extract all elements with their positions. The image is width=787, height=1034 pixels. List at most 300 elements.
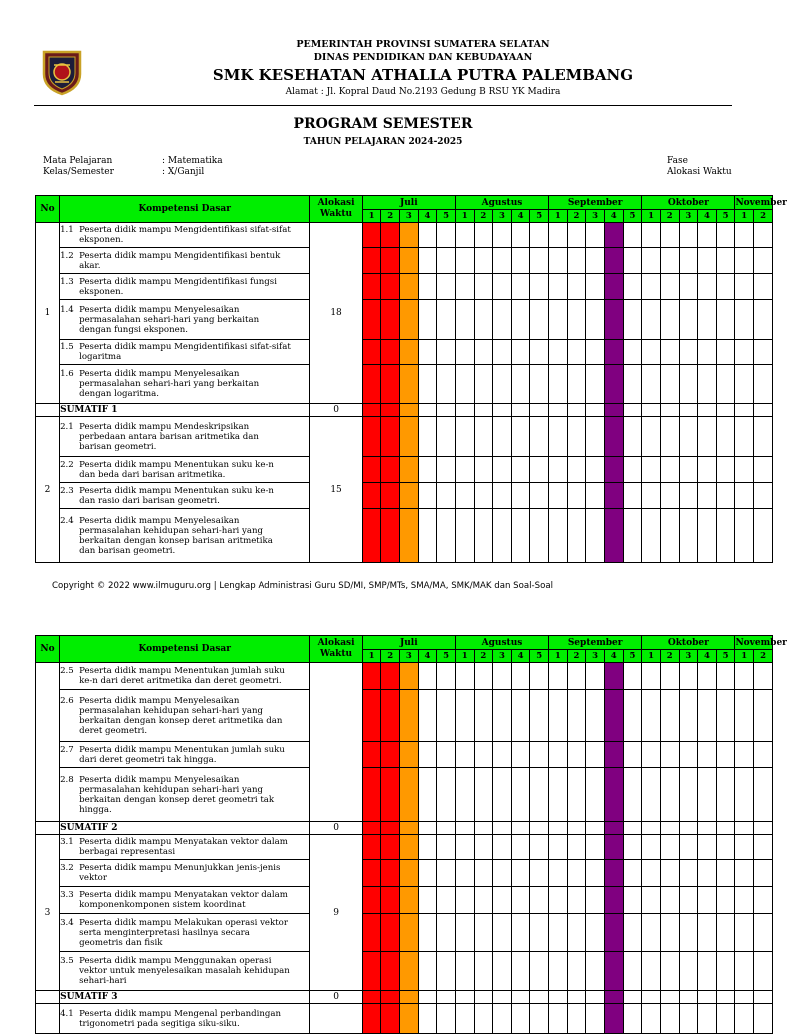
week-cell bbox=[604, 887, 623, 914]
week-cell bbox=[381, 835, 400, 860]
schedule-table bbox=[35, 195, 787, 563]
time-allocation: 15 bbox=[310, 417, 362, 563]
week-cell bbox=[511, 860, 530, 887]
week-cell bbox=[604, 509, 623, 563]
week-cell bbox=[437, 417, 456, 457]
week-cell bbox=[567, 248, 586, 274]
week-header: 1 bbox=[549, 210, 568, 223]
week-cell bbox=[716, 887, 735, 914]
week-cell bbox=[586, 952, 605, 991]
alokasi-line2: Waktu bbox=[320, 649, 353, 659]
week-cell bbox=[604, 340, 623, 365]
week-cell bbox=[362, 1004, 381, 1034]
week-cell bbox=[660, 991, 679, 1004]
week-cell bbox=[567, 952, 586, 991]
week-cell bbox=[623, 991, 642, 1004]
week-cell bbox=[530, 300, 549, 340]
school-emblem-icon bbox=[38, 48, 86, 96]
week-cell bbox=[549, 509, 568, 563]
row-number: 2 bbox=[36, 417, 60, 563]
week-cell bbox=[381, 483, 400, 509]
week-cell bbox=[549, 742, 568, 768]
week-cell bbox=[660, 822, 679, 835]
week-cell bbox=[604, 690, 623, 742]
week-cell bbox=[381, 417, 400, 457]
week-cell bbox=[493, 274, 512, 300]
week-cell bbox=[474, 887, 493, 914]
week-cell bbox=[754, 417, 773, 457]
page-subtitle: TAHUN PELAJARAN 2024-2025 bbox=[303, 137, 463, 147]
week-cell bbox=[567, 274, 586, 300]
alokasi-line1: Alokasi bbox=[317, 198, 355, 208]
table-row bbox=[36, 483, 773, 509]
competency-number: 2.1 bbox=[60, 421, 74, 432]
week-cell bbox=[362, 835, 381, 860]
week-cell bbox=[567, 483, 586, 509]
week-cell bbox=[418, 483, 437, 509]
week-cell bbox=[604, 365, 623, 404]
week-cell bbox=[754, 300, 773, 340]
week-cell bbox=[530, 483, 549, 509]
week-cell bbox=[604, 1004, 623, 1034]
week-cell bbox=[754, 914, 773, 952]
table-row bbox=[36, 365, 773, 404]
week-cell bbox=[493, 914, 512, 952]
week-cell bbox=[586, 340, 605, 365]
week-cell bbox=[642, 509, 661, 563]
table-row bbox=[36, 914, 773, 952]
week-cell bbox=[679, 223, 698, 248]
week-cell bbox=[474, 223, 493, 248]
week-cell bbox=[549, 417, 568, 457]
week-cell bbox=[511, 509, 530, 563]
week-cell bbox=[530, 742, 549, 768]
week-cell bbox=[567, 768, 586, 822]
week-cell bbox=[455, 300, 474, 340]
week-cell bbox=[399, 742, 418, 768]
week-cell bbox=[437, 223, 456, 248]
time-allocation bbox=[310, 1004, 362, 1034]
week-cell bbox=[474, 483, 493, 509]
table-row bbox=[36, 742, 773, 768]
week-cell bbox=[381, 991, 400, 1004]
competency-cell bbox=[60, 223, 310, 248]
week-cell bbox=[549, 300, 568, 340]
week-header: 1 bbox=[735, 210, 754, 223]
week-cell bbox=[586, 768, 605, 822]
week-cell bbox=[418, 340, 437, 365]
meta-labels bbox=[43, 156, 114, 178]
week-header: 3 bbox=[493, 210, 512, 223]
table-row bbox=[36, 768, 773, 822]
week-cell bbox=[493, 457, 512, 483]
time-allocation bbox=[310, 663, 362, 822]
week-header: 3 bbox=[586, 650, 605, 663]
week-cell bbox=[474, 835, 493, 860]
week-cell bbox=[530, 404, 549, 417]
week-header: 1 bbox=[735, 650, 754, 663]
time-allocation: 18 bbox=[310, 223, 362, 404]
week-cell bbox=[679, 768, 698, 822]
month-header: September bbox=[549, 636, 642, 650]
competency-text: Peserta didik mampu Menentukan suku ke-n dan beda dari barisan aritmetika. bbox=[79, 459, 274, 480]
week-cell bbox=[399, 690, 418, 742]
competency-cell bbox=[60, 300, 310, 340]
competency-text: Peserta didik mampu Menyelesaikan permasalahan kehidupan sehari-hari yang berkaitan dengan konsep deret geometri tak hingga. bbox=[79, 774, 275, 815]
week-cell bbox=[362, 340, 381, 365]
week-cell bbox=[362, 417, 381, 457]
week-cell bbox=[549, 860, 568, 887]
week-cell bbox=[455, 223, 474, 248]
week-cell bbox=[549, 248, 568, 274]
week-cell bbox=[679, 509, 698, 563]
week-cell bbox=[381, 952, 400, 991]
week-cell bbox=[623, 822, 642, 835]
week-cell bbox=[493, 768, 512, 822]
week-cell bbox=[567, 300, 586, 340]
competency-number: 2.7 bbox=[60, 744, 74, 755]
week-cell bbox=[530, 509, 549, 563]
week-cell bbox=[586, 483, 605, 509]
week-cell bbox=[642, 1004, 661, 1034]
week-cell bbox=[586, 300, 605, 340]
table-row bbox=[36, 248, 773, 274]
week-cell bbox=[623, 742, 642, 768]
week-cell bbox=[716, 365, 735, 404]
competency-number: 2.5 bbox=[60, 666, 74, 676]
week-cell bbox=[698, 509, 717, 563]
week-cell bbox=[586, 914, 605, 952]
week-cell bbox=[586, 663, 605, 690]
week-cell bbox=[474, 1004, 493, 1034]
competency-text: Peserta didik mampu Melakukan operasi vektor serta menginterpretasi hasilnya secara geometris dan fisik bbox=[79, 917, 288, 948]
week-cell bbox=[437, 509, 456, 563]
week-header: 5 bbox=[623, 650, 642, 663]
week-cell bbox=[549, 690, 568, 742]
week-cell bbox=[642, 860, 661, 887]
week-cell bbox=[437, 274, 456, 300]
col-header-no: No bbox=[36, 636, 60, 663]
table-row bbox=[36, 1004, 773, 1034]
week-cell bbox=[511, 742, 530, 768]
week-cell bbox=[586, 742, 605, 768]
week-header: 2 bbox=[381, 650, 400, 663]
competency-text: Peserta didik mampu Menyelesaikan permasalahan kehidupan sehari-hari yang berkaitan dengan konsep barisan aritmetika dan barisan geometri. bbox=[79, 515, 273, 556]
week-cell bbox=[679, 742, 698, 768]
week-cell bbox=[493, 509, 512, 563]
week-cell bbox=[660, 860, 679, 887]
week-header: 2 bbox=[474, 650, 493, 663]
competency-number: 1.4 bbox=[60, 304, 74, 315]
week-cell bbox=[530, 340, 549, 365]
competency-number: 2.6 bbox=[60, 695, 74, 706]
week-cell bbox=[530, 991, 549, 1004]
week-cell bbox=[642, 248, 661, 274]
week-cell bbox=[586, 417, 605, 457]
week-cell bbox=[698, 690, 717, 742]
week-cell bbox=[679, 835, 698, 860]
week-cell bbox=[754, 340, 773, 365]
week-header: 3 bbox=[586, 210, 605, 223]
week-cell bbox=[362, 663, 381, 690]
col-header-no: No bbox=[36, 196, 60, 223]
week-cell bbox=[530, 365, 549, 404]
competency-text: Peserta didik mampu Menggunakan operasi vektor untuk menyelesaikan masalah kehidupan sehari-hari bbox=[79, 956, 290, 986]
week-header: 2 bbox=[660, 650, 679, 663]
week-cell bbox=[362, 300, 381, 340]
row-number bbox=[36, 663, 60, 822]
week-cell bbox=[660, 952, 679, 991]
week-cell bbox=[567, 991, 586, 1004]
competency-number: 1.1 bbox=[60, 225, 74, 235]
competency-cell bbox=[60, 663, 310, 690]
week-cell bbox=[530, 952, 549, 991]
week-cell bbox=[530, 223, 549, 248]
week-cell bbox=[474, 365, 493, 404]
week-cell bbox=[530, 768, 549, 822]
week-cell bbox=[735, 768, 754, 822]
week-cell bbox=[754, 822, 773, 835]
week-cell bbox=[474, 991, 493, 1004]
week-cell bbox=[586, 690, 605, 742]
table-row bbox=[36, 509, 773, 563]
week-cell bbox=[642, 887, 661, 914]
week-header: 3 bbox=[679, 210, 698, 223]
week-cell bbox=[549, 457, 568, 483]
competency-number: 3.2 bbox=[60, 863, 74, 873]
table-row bbox=[36, 457, 773, 483]
week-cell bbox=[493, 835, 512, 860]
week-cell bbox=[716, 860, 735, 887]
week-cell bbox=[381, 340, 400, 365]
week-cell bbox=[399, 404, 418, 417]
competency-number: 2.8 bbox=[60, 774, 74, 785]
week-cell bbox=[754, 952, 773, 991]
month-header: Oktober bbox=[642, 196, 735, 210]
table-row bbox=[36, 340, 773, 365]
week-cell bbox=[399, 300, 418, 340]
week-cell bbox=[698, 274, 717, 300]
competency-cell bbox=[60, 340, 310, 365]
week-cell bbox=[716, 223, 735, 248]
week-cell bbox=[660, 1004, 679, 1034]
week-cell bbox=[586, 248, 605, 274]
week-cell bbox=[698, 822, 717, 835]
week-cell bbox=[455, 248, 474, 274]
table-row bbox=[36, 300, 773, 340]
week-cell bbox=[754, 690, 773, 742]
competency-number: 3.4 bbox=[60, 917, 74, 928]
week-header: 4 bbox=[604, 210, 623, 223]
week-cell bbox=[399, 509, 418, 563]
week-cell bbox=[604, 417, 623, 457]
week-cell bbox=[623, 952, 642, 991]
week-cell bbox=[437, 991, 456, 1004]
week-cell bbox=[586, 860, 605, 887]
week-cell bbox=[604, 952, 623, 991]
schedule-table bbox=[35, 635, 787, 1034]
week-cell bbox=[399, 274, 418, 300]
week-cell bbox=[437, 1004, 456, 1034]
week-cell bbox=[511, 248, 530, 274]
week-cell bbox=[660, 690, 679, 742]
week-cell bbox=[735, 365, 754, 404]
week-cell bbox=[623, 457, 642, 483]
week-cell bbox=[493, 887, 512, 914]
sumatif-alokasi: 0 bbox=[310, 404, 362, 417]
week-cell bbox=[716, 417, 735, 457]
week-cell bbox=[399, 952, 418, 991]
week-cell bbox=[567, 404, 586, 417]
week-cell bbox=[716, 300, 735, 340]
week-cell bbox=[567, 1004, 586, 1034]
col-header-alokasi bbox=[310, 196, 362, 223]
week-cell bbox=[437, 300, 456, 340]
competency-text: Peserta didik mampu Menentukan jumlah suku ke-n dari deret aritmetika dan deret geometri. bbox=[79, 666, 285, 686]
week-cell bbox=[418, 742, 437, 768]
week-cell bbox=[362, 952, 381, 991]
sumatif-row bbox=[36, 991, 773, 1004]
week-cell bbox=[642, 417, 661, 457]
week-cell bbox=[754, 860, 773, 887]
week-cell bbox=[381, 887, 400, 914]
week-cell bbox=[623, 483, 642, 509]
week-cell bbox=[716, 404, 735, 417]
month-header: September bbox=[549, 196, 642, 210]
week-cell bbox=[660, 457, 679, 483]
week-header: 3 bbox=[399, 210, 418, 223]
week-cell bbox=[418, 404, 437, 417]
week-cell bbox=[381, 274, 400, 300]
week-cell bbox=[455, 509, 474, 563]
week-cell bbox=[474, 742, 493, 768]
week-cell bbox=[698, 768, 717, 822]
week-cell bbox=[511, 483, 530, 509]
week-cell bbox=[381, 300, 400, 340]
week-cell bbox=[567, 742, 586, 768]
week-cell bbox=[642, 690, 661, 742]
table-row bbox=[36, 835, 773, 860]
week-cell bbox=[549, 274, 568, 300]
week-cell bbox=[567, 663, 586, 690]
week-cell bbox=[549, 223, 568, 248]
week-cell bbox=[735, 991, 754, 1004]
week-cell bbox=[399, 365, 418, 404]
week-cell bbox=[567, 340, 586, 365]
week-cell bbox=[493, 822, 512, 835]
week-cell bbox=[604, 663, 623, 690]
week-cell bbox=[474, 457, 493, 483]
sumatif-alokasi: 0 bbox=[310, 822, 362, 835]
week-cell bbox=[716, 835, 735, 860]
row-number bbox=[36, 1004, 60, 1034]
week-cell bbox=[604, 274, 623, 300]
week-cell bbox=[455, 483, 474, 509]
week-cell bbox=[754, 404, 773, 417]
competency-cell bbox=[60, 457, 310, 483]
week-cell bbox=[623, 417, 642, 457]
week-cell bbox=[455, 887, 474, 914]
month-header: Agustus bbox=[455, 196, 548, 210]
week-header: 5 bbox=[623, 210, 642, 223]
week-cell bbox=[586, 991, 605, 1004]
table-row bbox=[36, 690, 773, 742]
sumatif-label: SUMATIF 1 bbox=[60, 404, 310, 417]
week-cell bbox=[530, 248, 549, 274]
week-header: 1 bbox=[642, 650, 661, 663]
week-cell bbox=[437, 404, 456, 417]
week-cell bbox=[455, 417, 474, 457]
week-cell bbox=[567, 860, 586, 887]
week-cell bbox=[698, 248, 717, 274]
week-cell bbox=[735, 690, 754, 742]
competency-number: 1.6 bbox=[60, 369, 74, 379]
week-cell bbox=[735, 509, 754, 563]
week-cell bbox=[716, 663, 735, 690]
week-cell bbox=[549, 887, 568, 914]
week-cell bbox=[698, 1004, 717, 1034]
week-cell bbox=[399, 991, 418, 1004]
week-cell bbox=[642, 914, 661, 952]
week-cell bbox=[493, 340, 512, 365]
week-cell bbox=[418, 768, 437, 822]
week-cell bbox=[735, 340, 754, 365]
competency-cell bbox=[60, 860, 310, 887]
week-cell bbox=[642, 663, 661, 690]
week-cell bbox=[623, 860, 642, 887]
week-cell bbox=[381, 365, 400, 404]
week-cell bbox=[679, 300, 698, 340]
week-header: 1 bbox=[455, 650, 474, 663]
competency-number: 4.1 bbox=[60, 1008, 74, 1019]
week-cell bbox=[474, 404, 493, 417]
competency-cell bbox=[60, 1004, 310, 1034]
week-cell bbox=[679, 457, 698, 483]
week-cell bbox=[642, 274, 661, 300]
week-cell bbox=[679, 887, 698, 914]
week-cell bbox=[586, 887, 605, 914]
week-cell bbox=[362, 274, 381, 300]
week-cell bbox=[698, 742, 717, 768]
week-cell bbox=[474, 768, 493, 822]
week-cell bbox=[604, 991, 623, 1004]
week-cell bbox=[735, 835, 754, 860]
competency-number: 1.3 bbox=[60, 276, 74, 287]
week-cell bbox=[679, 248, 698, 274]
competency-text: Peserta didik mampu Menentukan suku ke-n dan rasio dari barisan geometri. bbox=[79, 485, 274, 506]
week-cell bbox=[623, 248, 642, 274]
week-cell bbox=[754, 663, 773, 690]
week-cell bbox=[604, 914, 623, 952]
week-cell bbox=[381, 223, 400, 248]
week-cell bbox=[511, 457, 530, 483]
week-cell bbox=[362, 457, 381, 483]
week-cell bbox=[399, 248, 418, 274]
week-cell bbox=[660, 340, 679, 365]
week-cell bbox=[716, 248, 735, 274]
table-row bbox=[36, 417, 773, 457]
sumatif-label: SUMATIF 2 bbox=[60, 822, 310, 835]
week-cell bbox=[698, 835, 717, 860]
week-cell bbox=[381, 742, 400, 768]
competency-cell bbox=[60, 690, 310, 742]
week-cell bbox=[698, 223, 717, 248]
week-cell bbox=[511, 223, 530, 248]
week-cell bbox=[604, 223, 623, 248]
competency-cell bbox=[60, 768, 310, 822]
week-header: 4 bbox=[604, 650, 623, 663]
week-cell bbox=[698, 457, 717, 483]
